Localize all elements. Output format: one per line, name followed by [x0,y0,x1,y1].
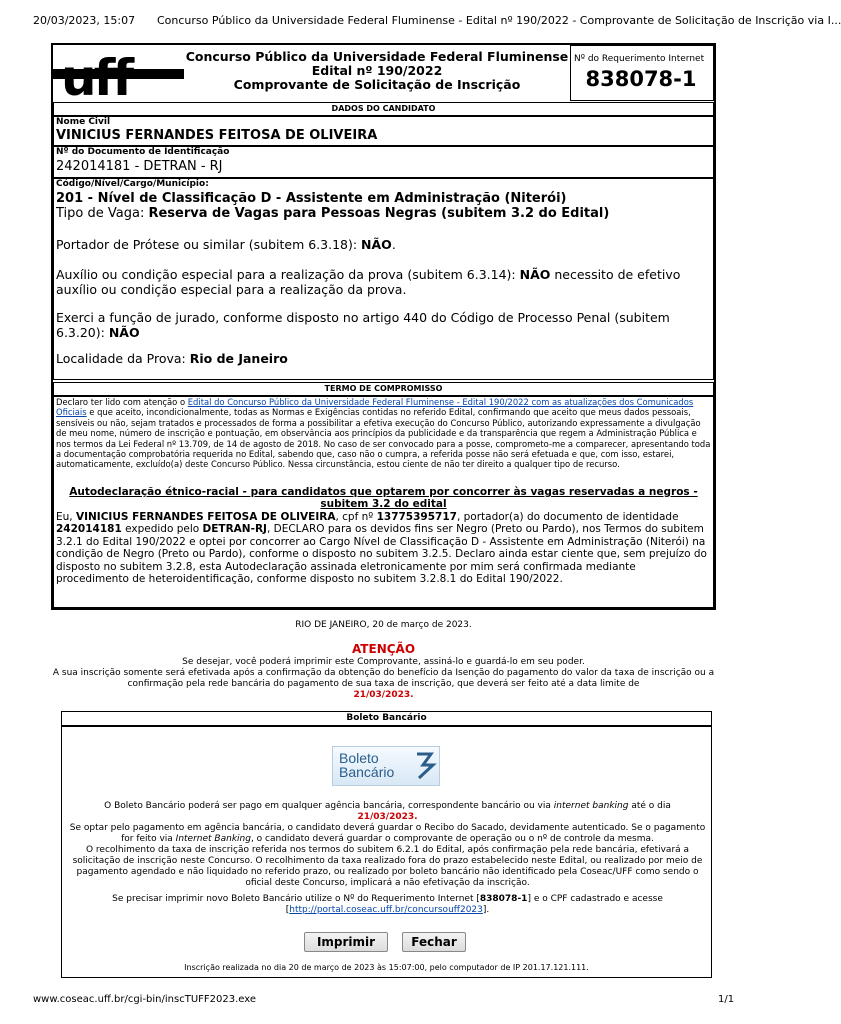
boleto-p4a: Se precisar imprimir novo Boleto Bancário utilize o Nº do Requerimento Internet [ [112,894,480,904]
decl-cpf-label: , cpf nº [335,511,374,523]
candidate-name: VINICIUS FERNANDES FEITOSA DE OLIVEIRA [56,128,378,143]
decl-cpf: 13775395717 [376,511,457,523]
boleto-block [61,726,712,978]
print-datetime: 20/03/2023, 15:07 [33,14,136,27]
local-line [56,351,706,366]
header-title-line2: Edital nº 190/2022 [311,63,443,78]
place-date: RIO DE JANEIRO, 20 de março de 2023. [295,620,472,630]
term-text-p2: e que aceito, incondicionalmente, todas as Normas e Exigências contidas no referido Edital, confirmando que aceito que meus dados pessoais, sensíveis ou não, sejam tratados e processados de forma a possibilitar a efetiva execução do Concurso Público, autorizando expressamente a divulgação de meu nome, número de inscrição e pontuação, em observância aos princípios da publicidade e da transparência que regem a Administração Pública e nos termos da Lei Federal nº 13.709, de 14 de agosto de 2018. No caso de ser convocado para a posse, comprometo-me a comparecer, apresentando toda a documentação comprobatória requerida no Edital, sabendo que, caso não o cumpra, a referida posse não será efetuada e que, com isso, estarei, automaticamente, excluído(a) deste Concurso Público. Nessa circunstância, estou ciente de não ter direito a qualquer tipo de recurso. [56,407,711,470]
attention-text [51,657,716,701]
boleto-p4c: ]. [482,905,490,915]
protese-line: Portador de Prótese ou similar (subitem 6.3.18): NÃO. [56,237,396,252]
close-button[interactable]: Fechar [402,932,466,952]
boleto-p4-req: 838078-1 [479,894,528,904]
candidate-section-header [53,102,714,116]
name-label: Nome Civil [56,117,111,127]
jurado-text: Exerci a função de jurado, conforme disposto no artigo 440 do Código de Processo Penal (subitem 6.3.20): [56,310,670,340]
attention-line2-text: A sua inscrição somente será efetivada após a confirmação da obtenção do benefício da Isenção do pagamento do valor da taxa de inscrição ou a confirmação pela rede bancária do pagamento de sua taxa de inscrição, que deverá ser feito até a data limite de [52,668,715,689]
boleto-p2a: Se optar pelo pagamento em agência bancária, o candidato deverá guardar o Recibo do Sacado, devidamente autenticado. Se o pagamento for feito via [69,823,706,844]
deadline-date: 21/03/2023. [353,690,414,700]
name-row [53,116,714,146]
boleto-barcode-icon [415,752,435,780]
vaga-line [56,206,609,221]
local-text: Localidade da Prova: [56,351,186,366]
header-title [184,50,570,92]
edital-link[interactable]: Edital do Concurso Público da Universidade Federal Fluminense - Edital 190/2022 com as atualizações dos Comunicados Oficiais [56,397,694,418]
decl-exp: expedido pelo [125,523,200,536]
jurado-line [56,310,706,340]
boleto-p2c: , o candidato deverá guardar o comprovante de operação ou o nº de controle da mesma. [250,834,654,844]
header-title-line1: Concurso Público da Universidade Federal Fluminense [185,49,569,64]
decl-rest: , DECLARO para os devidos fins ser Negro (Preto ou Pardo), nos Termos do subitem 3.2.1 do Edital 190/2022 e optei por concorrer ao Cargo Nível de Classificação D - Assistente em Administração (Niterói) na condição de Negro (Preto ou Pardo), conforme o disposto no subitem 3.2.5. Declaro ainda estar ciente que, sem prejuízo do disposto no subitem 3.2.8, esta Autodeclaração assinada eletronicamente por mim será confirmada mediante procedimento de heteroidentificação, conforme disposto no subitem 3.2.8.1 do Edital 190/2022. [56,523,707,586]
protese-text: Portador de Prótese ou similar (subitem 6.3.18): [56,237,358,252]
boleto-deadline: 21/03/2023. [357,812,418,822]
term-block [53,396,714,608]
code-value: 201 - Nível de Classificação D - Assistente em Administração (Niterói) [56,191,567,206]
inscription-note: Inscrição realizada no dia 20 de março de 2023 às 15:07:00, pelo computador de IP 201.17.121.111. [184,963,589,972]
print-page-count: 1/1 [718,994,735,1005]
boleto-logo-line2: Bancário [339,764,395,780]
boleto-p4 [66,894,709,916]
term-section-header [53,382,714,396]
boleto-header [61,711,712,726]
boleto-p1 [66,801,709,823]
auxilio-line [56,267,706,297]
doc-row [53,146,714,178]
boleto-logo-text [339,751,394,779]
autodeclaracao-text [56,511,711,585]
auxilio-value: NÃO [519,267,551,282]
vaga-value: Reserva de Vagas para Pessoas Negras (subitem 3.2 do Edital) [148,206,610,221]
boleto-p1b: internet banking [553,801,629,811]
boleto-p2b: Internet Banking [175,834,251,844]
portal-link[interactable]: http://portal.coseac.uff.br/concursouff2023 [289,905,483,915]
protese-value: NÃO [361,237,392,252]
requirement-label: Nº do Requerimento Internet [574,54,705,64]
boleto-p3: O recolhimento da taxa de inscrição referida nos termos do subitem 6.2.1 do Edital, após confirmação pela rede bancária, efetivará a solicitação de inscrição neste Concurso. O recolhimento da taxa realizado fora do prazo estabelecido neste Edital, ou realizado por meio de pagamento agendado e não liquidado no referido prazo, ou realizado por boleto bancário não identificado pela Coseac/UFF como sendo o oficial deste Concurso, implicará a não efetivação da inscrição. [72,845,703,888]
print-button[interactable]: Imprimir [304,932,388,952]
boleto-text [66,801,709,916]
code-label: Código/Nível/Cargo/Município: [56,179,209,189]
print-url: www.coseac.uff.br/cgi-bin/inscTUFF2023.exe [33,994,257,1005]
header-title-line3: Comprovante de Solicitação de Inscrição [233,77,521,92]
boleto-p4b: ] e o CPF cadastrado e acesse [ [285,894,663,915]
attention-line2 [51,668,716,701]
code-block [53,178,714,380]
attention-line1: Se desejar, você poderá imprimir este Comprovante, assiná-lo e guardá-lo em seu poder. [182,657,585,667]
boleto-logo-line1: Boleto [339,750,379,766]
doc-value: 242014181 - DETRAN - RJ [56,159,223,174]
boleto-logo [332,746,440,786]
boleto-p1c: até o dia [631,801,671,811]
autodeclaracao-title: Autodeclaração étnico-racial - para candidatos que optarem por concorrer às vagas reservadas a negros - subitem 3.2 do edital [69,486,698,510]
doc-label: Nº do Documento de Identificação [56,147,230,157]
boleto-title: Boleto Bancário [346,713,427,723]
term-text [56,397,711,470]
decl-org: DETRAN-RJ [202,523,267,536]
uff-logo [53,45,184,107]
local-value: Rio de Janeiro [189,351,288,366]
decl-name: VINICIUS FERNANDES FEITOSA DE OLIVEIRA [75,511,336,523]
decl-doc: 242014181 [56,523,122,536]
attention-title: ATENÇÃO [351,642,416,656]
term-section-title: TERMO DE COMPROMISSO [324,384,443,393]
print-page-title: Concurso Público da Universidade Federal Fluminense - Edital nº 190/2022 - Comprovante de Solicitação de Inscrição via I... [157,14,841,27]
auxilio-text: Auxílio ou condição especial para a realização da prova (subitem 6.3.14): [56,267,516,282]
decl-doc-label: , portador(a) do documento de identidade [456,511,679,523]
auxilio-rest: necessito de efetivo auxílio ou condição especial para a realização da prova. [56,267,681,297]
decl-eu: Eu, [56,511,73,523]
boleto-p1a: O Boleto Bancário poderá ser pago em qualquer agência bancária, correspondente bancário ou via [104,801,551,811]
requirement-number: 838078-1 [585,67,697,91]
uff-logo-text: uff [61,49,132,107]
requirement-box [570,45,714,101]
boleto-p2 [66,823,709,845]
candidate-section-title: DADOS DO CANDIDATO [331,104,436,113]
term-text-p1: Declaro ter lido com atenção o [56,397,186,407]
vaga-prefix: Tipo de Vaga: [56,206,145,221]
jurado-value: NÃO [108,325,140,340]
